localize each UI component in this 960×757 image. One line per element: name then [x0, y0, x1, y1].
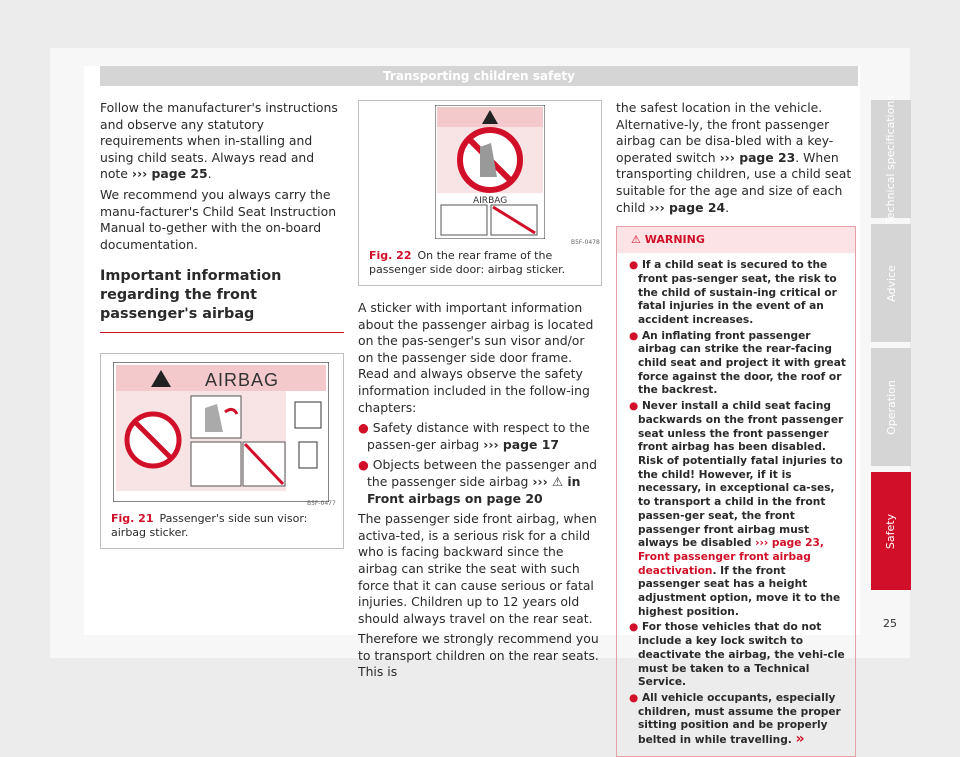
warning-text: Never install a child seat facing backwards on the front passenger seat unless the front passenger front airbag has been disabled. Risk of potentially fatal injuries to the child! However, if it is necessary, in exceptional ca-ses, to transport a child in the front passen-ger seat, the front passenger front airbag must always be disabled: [638, 400, 844, 550]
figure-number: Fig. 21: [111, 512, 154, 526]
tab-operation[interactable]: [871, 348, 911, 466]
intro-end: .: [207, 166, 212, 182]
intro-paragraph: [100, 100, 344, 183]
page-number: 25: [883, 617, 897, 630]
tab-advice[interactable]: [871, 224, 911, 342]
tab-label: Advice: [884, 264, 898, 302]
page-ref-link[interactable]: ››› page 23: [719, 149, 796, 165]
warning-item: [629, 330, 847, 399]
figure-number: Fig. 22: [369, 249, 412, 262]
bullet-dot: ●: [358, 457, 373, 473]
intro-text: Follow the manufacturer's instructions and observe any statutory requirements when in-stalling and using child seats. Always read and note: [100, 100, 338, 182]
warning-body: [617, 253, 855, 756]
sticker-paragraph: A sticker with important information about the passenger airbag is located on the pas-senger's sun visor and/or on the passenger side door frame. Read and always observe the safety information included in the follow-ing chapters:: [358, 300, 594, 415]
tab-label: Technical specifications: [884, 94, 898, 224]
sticker-image: [101, 354, 343, 506]
para-text: the safest location in the vehicle. Alternative-ly, the front passenger airbag can be disa-bled with a key-operated switch: [616, 100, 834, 165]
bullet-dot: ●: [629, 259, 642, 272]
bullet-dot: ●: [629, 691, 642, 704]
warning-box: [616, 226, 856, 757]
warning-item: [629, 621, 847, 690]
column-2: [358, 100, 602, 685]
warning-item: [629, 692, 847, 748]
column-1: [100, 100, 344, 549]
warning-text: If a child seat is secured to the front pas-senger seat, the risk to the child of sustain-ing critical or fatal injuries in the event of an accident increases.: [638, 259, 837, 326]
para-text: . When transporting children, use a child seat suitable for the age and size of each child: [616, 149, 852, 215]
bullet-dot: ●: [629, 329, 642, 342]
page-ref-link[interactable]: ››› page 24: [649, 199, 726, 215]
figure-code: B5F-0477: [307, 500, 336, 508]
section-heading: Important information regarding the front passenger's airbag: [100, 267, 344, 333]
tab-technical-specifications[interactable]: [871, 94, 911, 224]
recommend-paragraph: Therefore we strongly recommend you to transport children on the rear seats. This is: [358, 631, 599, 680]
page-ref-link[interactable]: ››› page 23, Front passenger front airbag deactivation: [638, 537, 824, 577]
page-ref-link[interactable]: ››› page 25: [131, 166, 208, 182]
bullet-item: [358, 457, 602, 507]
warning-icon: ⚠: [631, 233, 645, 247]
caption-text: On the rear frame of the passenger side door: airbag sticker.: [369, 249, 566, 276]
figure-caption: [359, 243, 601, 285]
page-header: Transporting children safety: [100, 66, 858, 86]
figure-21: [100, 353, 344, 549]
tab-label: Safety: [884, 513, 898, 549]
bullet-text: Safety distance with respect to the passen-ger airbag: [367, 420, 590, 452]
bullet-item: [358, 420, 602, 453]
caption-text: Passenger's side sun visor: airbag sticker.: [111, 512, 308, 540]
column-3: [616, 100, 856, 757]
figure-22: [358, 100, 602, 286]
bullet-dot: ●: [629, 621, 642, 634]
sticker-label: AIRBAG: [473, 196, 508, 206]
figure-code: B5F-0478: [571, 239, 600, 246]
para-end: .: [725, 199, 730, 215]
continue-mark: »: [795, 731, 805, 748]
page-ref-link[interactable]: ››› page 17: [483, 436, 559, 452]
continued-paragraph: [616, 100, 856, 216]
bullet-dot: ●: [358, 420, 373, 436]
manual-paragraph: We recommend you always carry the manu-facturer's Child Seat Instruction Manual to-gether with the on-board documentation.: [100, 186, 337, 252]
warning-item: [629, 400, 847, 619]
sticker-image: [359, 101, 601, 246]
bullet-dot: ●: [629, 400, 642, 413]
warning-text: An inflating front passenger airbag can strike the rear-facing child seat and project it with great force against the door, the roof or the backrest.: [638, 329, 846, 397]
risk-paragraph: The passenger side front airbag, when activa-ted, is a serious risk for a child who is facing backward since the airbag can strike the seat with such force that it can cause serious or fatal injuries. Children up to 12 years old should always travel on the rear seat.: [358, 511, 597, 626]
warning-text: . If the front passenger seat has a height adjustment option, move it to the highest position.: [638, 564, 841, 618]
tab-label: Operation: [884, 379, 898, 435]
warning-header: [617, 227, 855, 253]
warning-item: [629, 259, 847, 328]
door-sticker-graphic: [435, 105, 545, 239]
bullet-text: Objects between the passenger and the passenger side airbag: [367, 457, 597, 489]
warning-title: WARNING: [644, 233, 705, 247]
warning-text: All vehicle occupants, especially children, must assume the proper sitting position and be properly belted in while travelling.: [638, 691, 841, 747]
tab-safety[interactable]: [871, 472, 911, 590]
page-ref-link[interactable]: ››› ⚠ in Front airbags on page 20: [367, 473, 581, 506]
warning-text: For those vehicles that do not include a key lock switch to deactivate the airbag, the vehi-cle must be taken to a Technical Service.: [638, 621, 845, 689]
sticker-label: AIRBAG: [205, 370, 280, 391]
